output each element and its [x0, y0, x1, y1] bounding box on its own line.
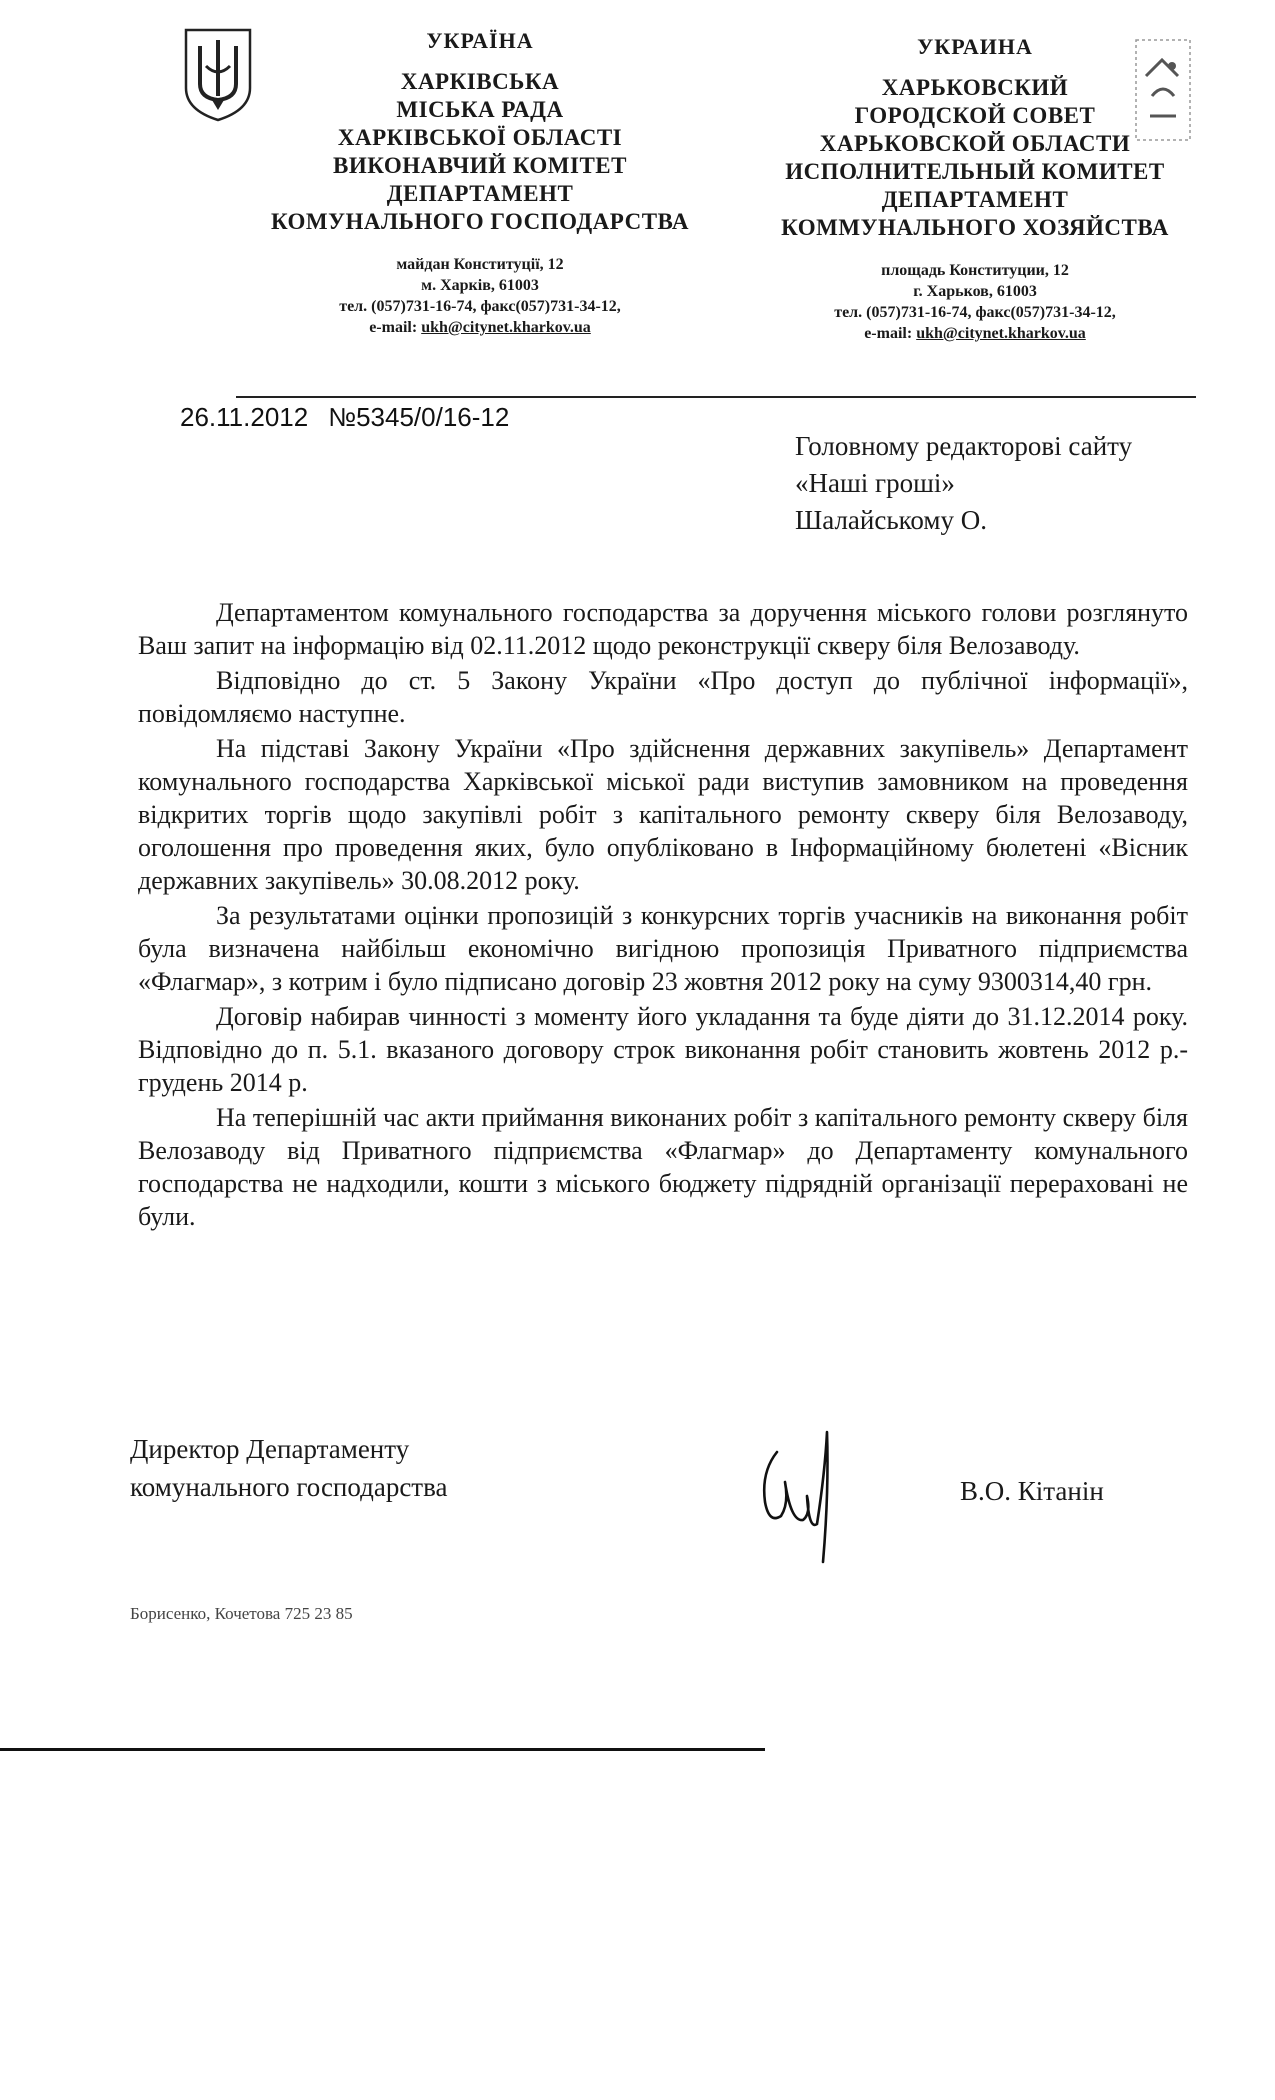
email-address: ukh@citynet.kharkov.ua: [916, 325, 1086, 342]
header-divider: [236, 396, 1196, 398]
phone-fax: тел. (057)731-16-74, факс(057)731-34-12,: [834, 304, 1116, 321]
org-line: ГОРОДСКОЙ СОВЕТ: [854, 103, 1096, 128]
address-block: [740, 260, 1210, 344]
signatory-name: В.О. Кітанін: [960, 1476, 1104, 1506]
header-ukrainian: [250, 28, 710, 338]
handwritten-signature: [755, 1412, 845, 1570]
letter-body: [138, 596, 1188, 1235]
email-address: ukh@citynet.kharkov.ua: [421, 319, 591, 336]
addressee-site: «Наші гроші»: [795, 468, 955, 498]
email-line: [740, 323, 1210, 344]
org-line: ДЕПАРТАМЕНТ: [386, 181, 574, 206]
body-paragraph: Договір набирав чинності з моменту його укладання та буде діяти до 31.12.2014 року. Відповідно до п. 5.1. вказаного договору строк виконання робіт становить жовтень 2012 р.-грудень 2014 р.: [138, 1002, 1188, 1097]
email-label: e-mail:: [369, 319, 422, 336]
letter-date: 26.11.2012: [180, 402, 309, 432]
org-line: ХАРКІВСЬКА: [400, 69, 560, 94]
street-address: площадь Конституции, 12: [881, 262, 1069, 279]
footer-divider: [0, 1748, 765, 1751]
body-paragraph: За результатами оцінки пропозицій з конкурсних торгів учасників на виконання робіт була визначена найбільш економічно вигідною пропозиція Приватного підприємства «Флагмар», з котрим і було підписано договір 23 жовтня 2012 року на суму 9300314,40 грн.: [138, 901, 1188, 996]
street-address: майдан Конституції, 12: [396, 256, 564, 273]
phone-fax: тел. (057)731-16-74, факс(057)731-34-12,: [339, 298, 621, 315]
city-address: г. Харьков, 61003: [913, 283, 1037, 300]
body-paragraph: Департаментом комунального господарства за доручення міського голови розглянуто Ваш запит на інформацію від 02.11.2012 щодо реконструкції скверу біля Велозаводу.: [138, 598, 1188, 660]
org-line: КОМУНАЛЬНОГО ГОСПОДАРСТВА: [270, 209, 690, 234]
position-line: комунального господарства: [130, 1472, 448, 1502]
org-line: ВИКОНАВЧИЙ КОМІТЕТ: [332, 153, 627, 178]
body-paragraph: На теперішній час акти приймання виконаних робіт з капітального ремонту скверу біля Велозаводу від Приватного підприємства «Флагмар» до Департаменту комунального господарства не надходили, кошти з міського бюджету підрядній організації перераховані не були.: [138, 1103, 1188, 1231]
org-line: ХАРЬКОВСКОЙ ОБЛАСТИ: [819, 131, 1131, 156]
org-line: ДЕПАРТАМЕНТ: [881, 187, 1069, 212]
org-line: ХАРЬКОВСКИЙ: [881, 75, 1069, 100]
coat-of-arms-icon: [182, 26, 254, 122]
org-line: ИСПОЛНИТЕЛЬНЫЙ КОМИТЕТ: [785, 159, 1165, 184]
email-line: [250, 317, 710, 338]
outgoing-reference: [180, 402, 529, 433]
addressee-name: Шалайському О.: [795, 505, 987, 535]
org-line: КОММУНАЛЬНОГО ХОЗЯЙСТВА: [781, 215, 1169, 240]
executor-note: Борисенко, Кочетова 725 23 85: [130, 1604, 353, 1623]
org-line: МІСЬКА РАДА: [396, 97, 564, 122]
letter-number: №5345/0/16-12: [328, 402, 510, 432]
signatory-position: [130, 1430, 448, 1506]
city-emblem-icon: [1132, 36, 1194, 146]
body-paragraph: На підставі Закону України «Про здійснення державних закупівель» Департамент комунального господарства Харківської міської ради виступив замовником на проведення відкритих торгів щодо закупівлі робіт з капітального ремонту скверу біля Велозаводу, оголошення про проведення яких, було опубліковано в Інформаційному бюлетені «Вісник державних закупівель» 30.08.2012 року.: [138, 734, 1188, 895]
email-label: e-mail:: [864, 325, 917, 342]
addressee-position: Головному редакторові сайту: [795, 431, 1133, 461]
address-block: [250, 254, 710, 338]
country-name: УКРАЇНА: [426, 28, 534, 53]
body-paragraph: Відповідно до ст. 5 Закону України «Про доступ до публічної інформації», повідомляємо наступне.: [138, 666, 1188, 728]
org-line: ХАРКІВСЬКОЇ ОБЛАСТІ: [337, 125, 623, 150]
addressee-block: [795, 428, 1132, 539]
position-line: Директор Департаменту: [130, 1434, 410, 1464]
city-address: м. Харків, 61003: [421, 277, 539, 294]
country-name: УКРАИНА: [917, 34, 1033, 59]
